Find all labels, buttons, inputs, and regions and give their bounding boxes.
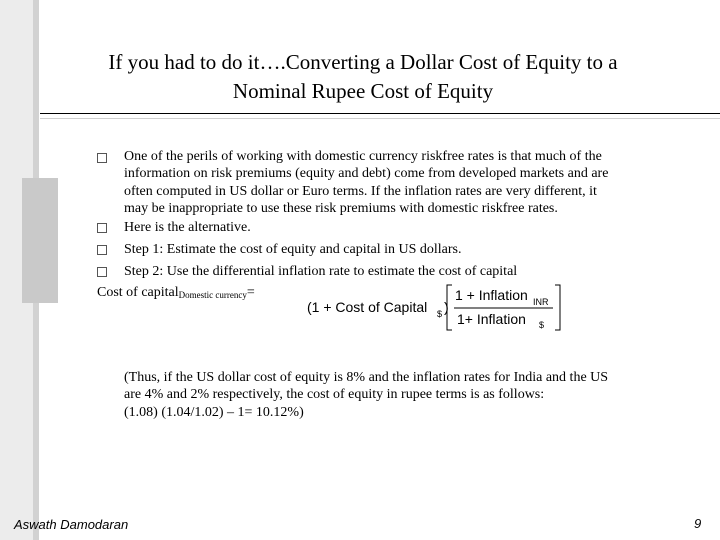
bullet-square-icon — [97, 223, 107, 233]
page-number: 9 — [694, 516, 702, 531]
note-line1: (Thus, if the US dollar cost of equity is 8% and the inflation rates for India and the US — [124, 370, 609, 385]
note-line3: (1.08) (1.04/1.02) – 1= 10.12%) — [124, 404, 304, 420]
note-line2: are 4% and 2% respectively, the cost of equity in rupee terms is as follows: — [124, 387, 545, 403]
formula-label — [97, 285, 255, 301]
formula-numerator: 1 + Inflation — [455, 287, 528, 303]
bullet-square-icon — [97, 245, 107, 255]
bullet-square-icon — [97, 153, 107, 163]
formula-label-sub: Domestic currency — [178, 290, 247, 300]
bullet-2-text: Here is the alternative. — [124, 220, 251, 235]
slide-title-line1: If you had to do it….Converting a Dollar Cost of Equity to a — [108, 50, 618, 74]
formula-factor-sub: $ — [437, 309, 443, 319]
bullet-square-icon — [97, 267, 107, 277]
formula-factor: (1 + Cost of Capital — [307, 299, 428, 315]
slide-title-line2: Nominal Rupee Cost of Equity — [232, 79, 494, 103]
bullet-4-text: Step 2: Use the differential inflation rate to estimate the cost of capital — [124, 264, 518, 279]
formula-label-eq: = — [246, 285, 255, 300]
footer-author: Aswath Damodaran — [14, 517, 129, 532]
formula-right-bracket — [555, 285, 560, 330]
formula-label-main: Cost of capital — [97, 285, 179, 300]
formula-denominator: 1+ Inflation — [457, 311, 526, 327]
example-note — [124, 369, 694, 421]
bullet-1-line1: One of the perils of working with domestic currency riskfree rates is that much of the — [124, 149, 602, 164]
bullet-1-text — [124, 148, 608, 218]
formula-svg — [307, 283, 567, 333]
bullet-1-line3: often computed in US dollar or Euro terms. If the inflation rates are very different, it — [124, 183, 597, 199]
formula-denominator-sub: $ — [539, 320, 545, 330]
bullet-3-text: Step 1: Estimate the cost of equity and capital in US dollars. — [124, 242, 462, 257]
bullet-1-line2: information on risk premiums (equity and debt) come from developed markets and are — [124, 166, 609, 182]
formula-factor-close: ) — [444, 299, 449, 315]
title-divider — [40, 113, 720, 114]
sidebar-decoration-box — [22, 178, 58, 303]
title-divider-shadow — [40, 118, 720, 119]
formula-numerator-sub: INR — [533, 297, 549, 307]
slide-title — [40, 48, 686, 106]
bullet-1-line4: may be inappropriate to use these risk premiums with domestic riskfree rates. — [124, 201, 558, 217]
